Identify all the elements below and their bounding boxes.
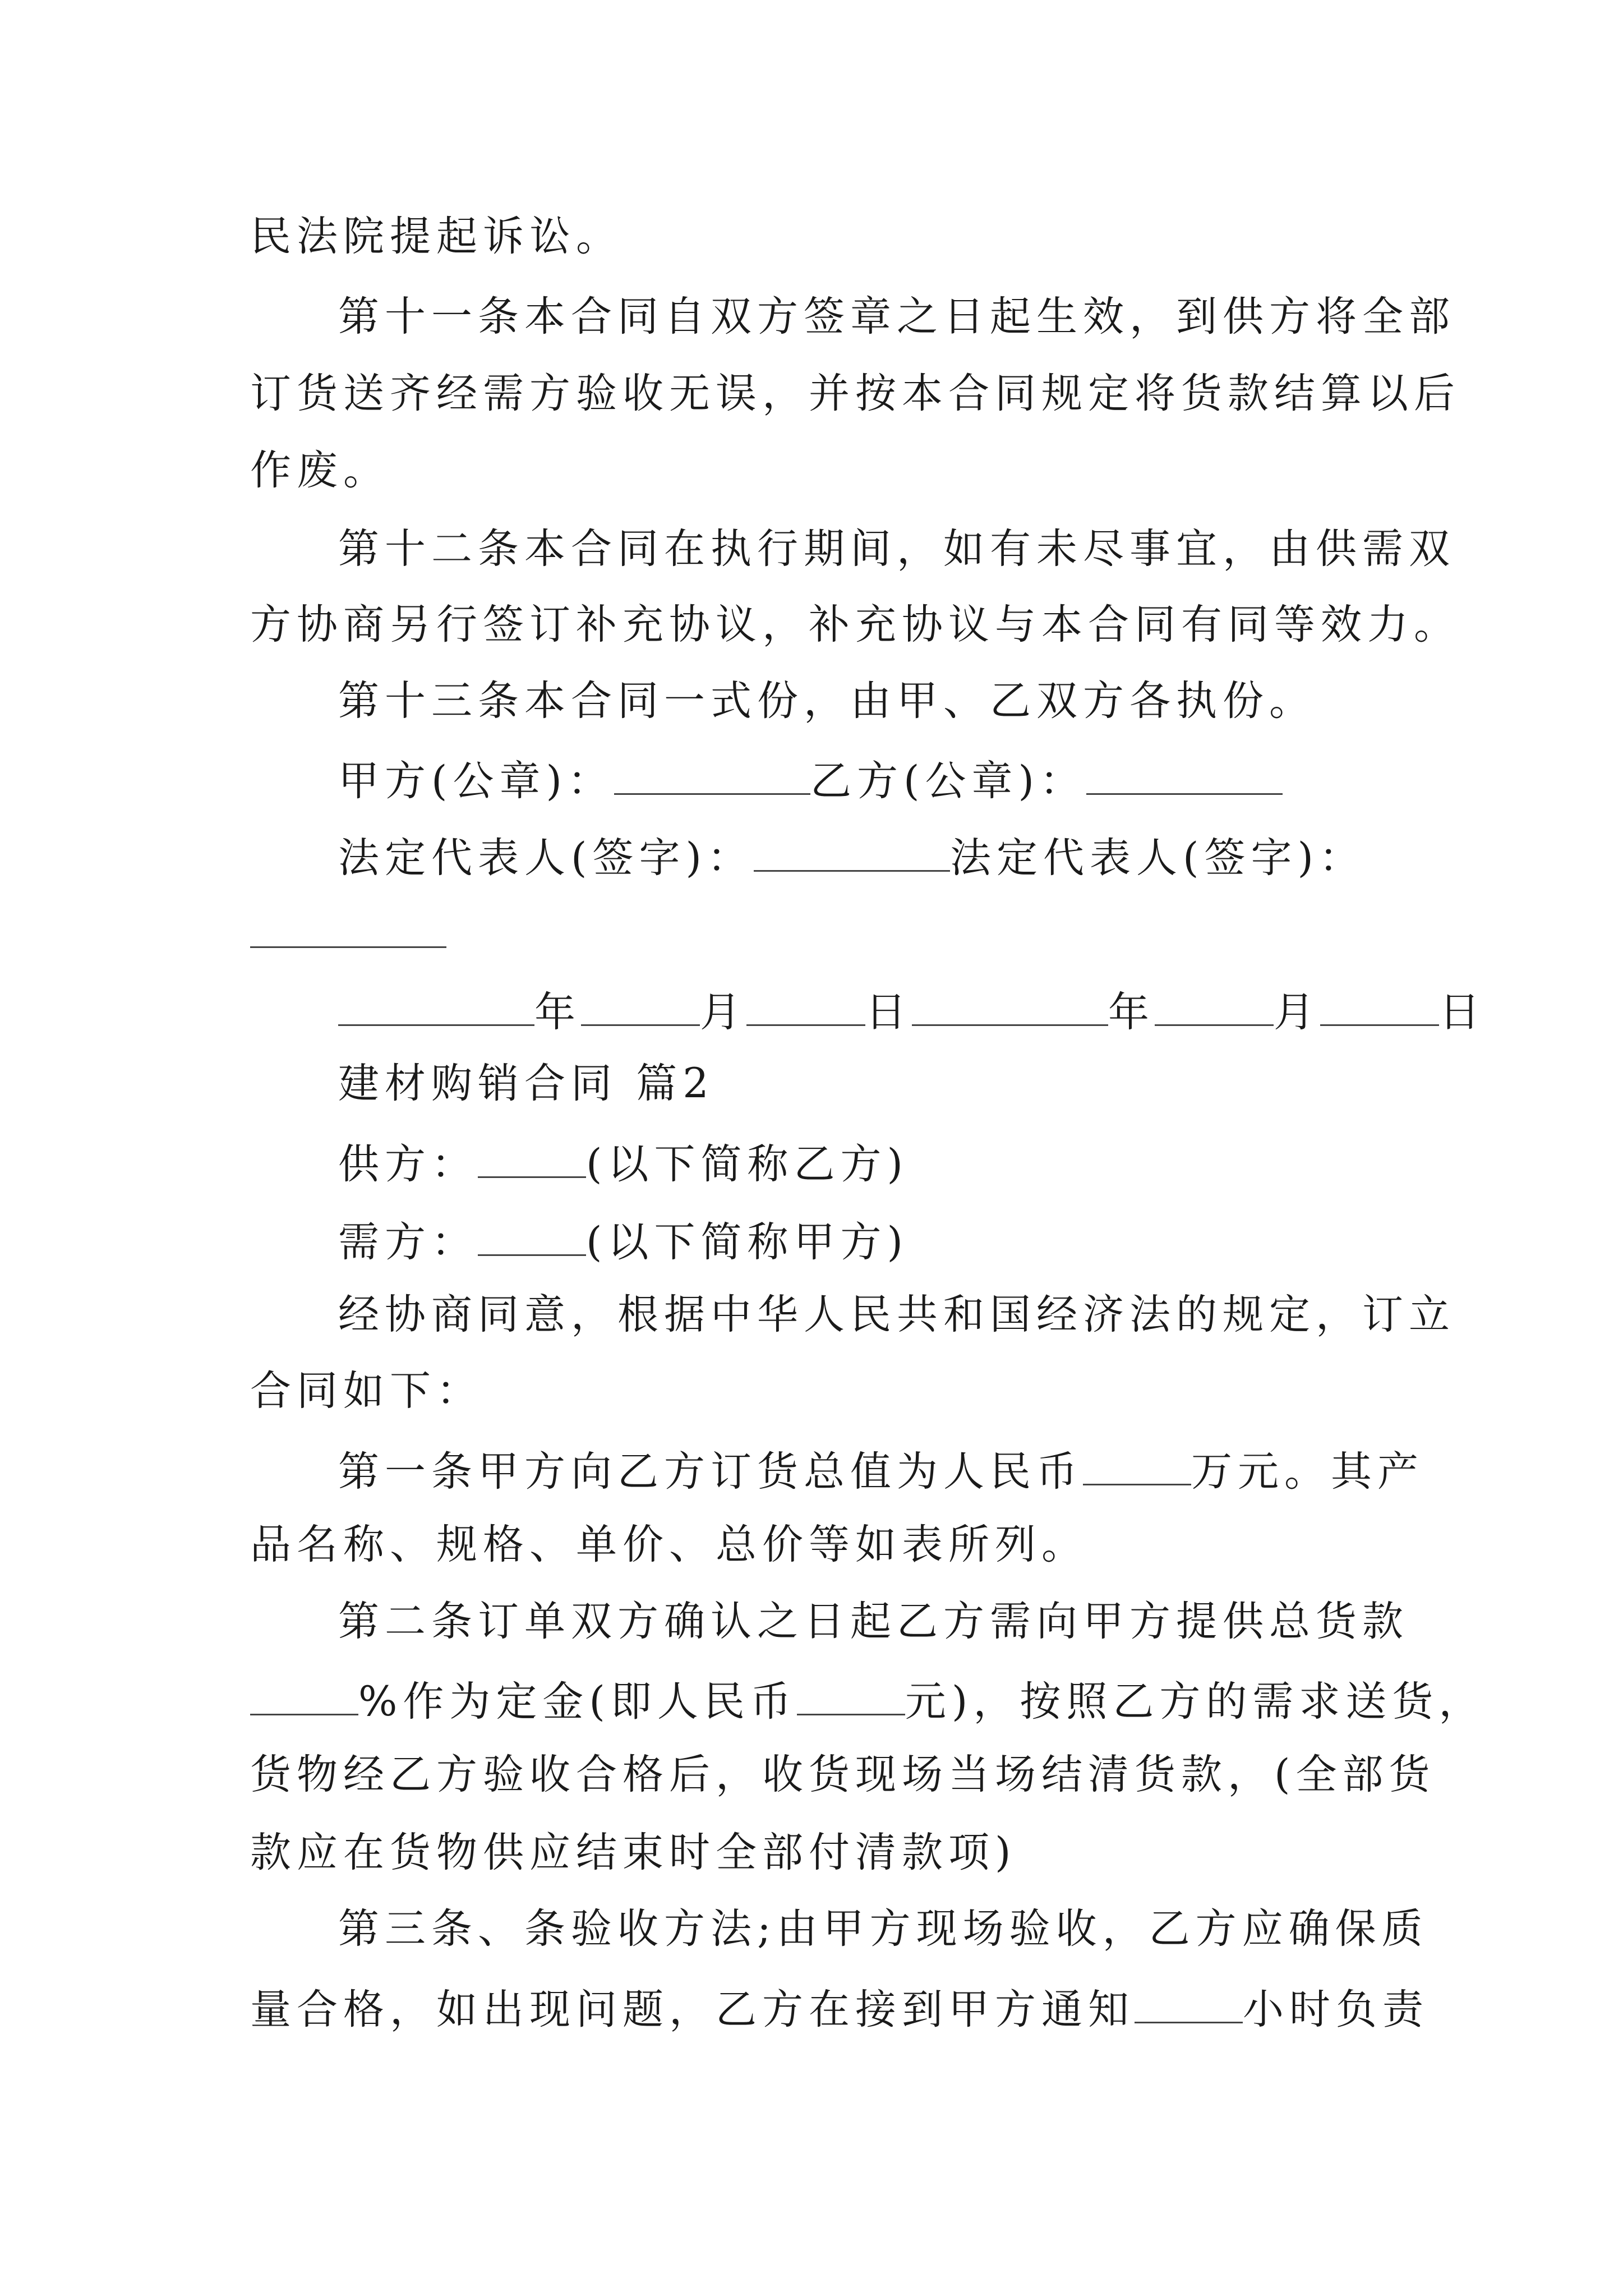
total-amount-blank[interactable] <box>1083 1440 1191 1485</box>
legal-rep-a-label: 法定代表人(签字)： <box>338 834 754 882</box>
day-a-label: 日 <box>865 988 912 1036</box>
month-b-label: 月 <box>1274 988 1320 1036</box>
deposit-text: %作为定金(即人民币 <box>358 1678 797 1726</box>
article-1-unit: 万元。其产 <box>1191 1448 1424 1496</box>
legal-rep-b-blank[interactable] <box>250 903 446 948</box>
section-title: 建材购销合同 篇2 <box>338 1060 714 1107</box>
deposit-amount-blank[interactable] <box>797 1670 905 1715</box>
article-3-tail: 小时负责 <box>1243 1986 1429 2033</box>
article-3-text: 量合格，如出现问题，乙方在接到甲方通知 <box>250 1986 1135 2033</box>
supplier-line <box>338 1133 909 1189</box>
month-b-blank[interactable] <box>1155 981 1274 1026</box>
day-b-label: 日 <box>1439 988 1486 1036</box>
seal-line <box>338 749 1283 806</box>
text-line: 订货送齐经需方验收无误，并按本合同规定将货款结算以后 <box>250 370 1460 417</box>
month-a-label: 月 <box>700 988 746 1036</box>
text-line: 第二条订单双方确认之日起乙方需向甲方提供总货款 <box>338 1598 1409 1645</box>
legal-rep-a-blank[interactable] <box>754 826 950 872</box>
response-hours-blank[interactable] <box>1135 1978 1243 2023</box>
party-b-seal-blank[interactable] <box>1086 749 1283 795</box>
month-a-blank[interactable] <box>581 981 700 1026</box>
text-line: 合同如下： <box>250 1367 483 1415</box>
text-line: 第十一条本合同自双方签章之日起生效，到供方将全部 <box>338 293 1455 341</box>
text-line: 第三条、条验收方法;由甲方现场验收，乙方应确保质 <box>338 1905 1428 1953</box>
buyer-note: (以下简称甲方) <box>586 1218 909 1266</box>
legal-rep-line <box>338 826 1366 882</box>
article-1-line <box>338 1440 1424 1496</box>
legal-rep-b-line <box>250 903 446 959</box>
party-a-seal-label: 甲方(公章)： <box>338 757 614 805</box>
article-2-line <box>250 1670 1485 1726</box>
text-line: 第十三条本合同一式份，由甲、乙双方各执份。 <box>338 677 1316 725</box>
text-line: 货物经乙方验收合格后，收货现场当场结清货款，(全部货 <box>250 1751 1436 1798</box>
supplier-blank[interactable] <box>478 1133 586 1178</box>
text-line: 民法院提起诉讼。 <box>250 213 623 260</box>
party-a-seal-blank[interactable] <box>614 749 810 795</box>
deposit-percent-blank[interactable] <box>250 1670 358 1715</box>
article-1-text: 第一条甲方向乙方订货总值为人民币 <box>338 1448 1083 1496</box>
year-a-blank[interactable] <box>338 981 534 1026</box>
text-line: 品名称、规格、单价、总价等如表所列。 <box>250 1521 1088 1568</box>
supplier-label: 供方： <box>338 1140 478 1188</box>
text-line: 作废。 <box>250 447 390 494</box>
buyer-label: 需方： <box>338 1218 478 1266</box>
year-b-blank[interactable] <box>912 981 1108 1026</box>
article-3-line <box>250 1978 1429 2034</box>
day-a-blank[interactable] <box>746 981 865 1026</box>
day-b-blank[interactable] <box>1320 981 1439 1026</box>
text-line: 经协商同意，根据中华人民共和国经济法的规定，订立 <box>338 1291 1455 1338</box>
text-line: 方协商另行签订补充协议，补充协议与本合同有同等效力。 <box>250 601 1460 648</box>
year-b-label: 年 <box>1108 988 1155 1036</box>
date-line <box>338 981 1486 1037</box>
buyer-line <box>338 1211 909 1267</box>
supplier-note: (以下简称乙方) <box>586 1140 909 1188</box>
delivery-text: 元)，按照乙方的需求送货， <box>905 1678 1486 1726</box>
year-a-label: 年 <box>534 988 581 1036</box>
text-line: 第十二条本合同在执行期间，如有未尽事宜，由供需双 <box>338 525 1455 573</box>
text-line: 款应在货物供应结束时全部付清款项) <box>250 1829 1017 1876</box>
party-b-seal-label: 乙方(公章)： <box>810 757 1086 805</box>
buyer-blank[interactable] <box>478 1211 586 1256</box>
legal-rep-b-label: 法定代表人(签字)： <box>949 834 1366 882</box>
